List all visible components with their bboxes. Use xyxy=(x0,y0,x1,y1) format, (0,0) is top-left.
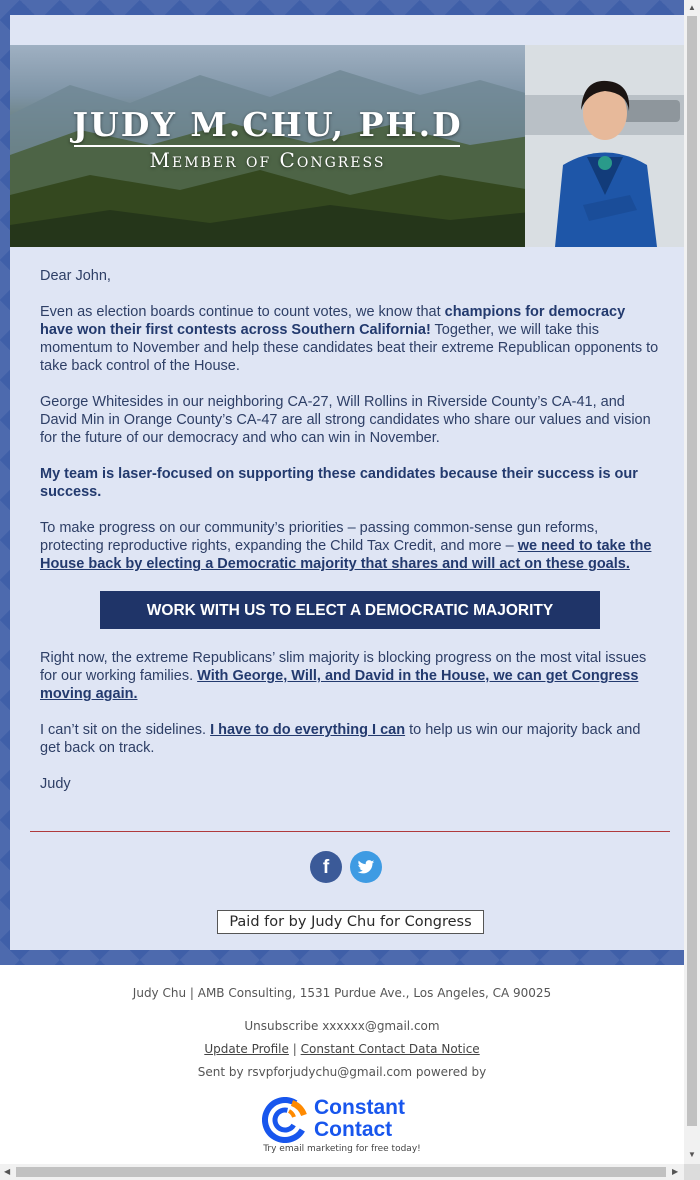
data-notice-link[interactable]: Constant Contact Data Notice xyxy=(300,1042,480,1056)
paid-for-disclaimer: Paid for by Judy Chu for Congress xyxy=(217,910,484,934)
email-body xyxy=(40,267,662,811)
twitter-icon[interactable] xyxy=(350,851,382,883)
vertical-scroll-thumb[interactable] xyxy=(687,16,697,1126)
unsubscribe-link[interactable]: Unsubscribe xyxy=(244,1019,319,1033)
scrollbar-corner xyxy=(684,1164,700,1180)
facebook-icon[interactable]: f xyxy=(310,851,342,883)
emphasis-champions: champions for democracy have won their first contests across Southern California! xyxy=(40,304,626,338)
sent-by: Sent by rsvpforjudychu@gmail.com powered by xyxy=(197,1065,487,1079)
paragraph-sidelines: I can’t sit on the sidelines. I have to do everything I can to help us win our majority back and get back on track. xyxy=(40,722,641,756)
title-rule xyxy=(74,145,460,147)
paragraph-focus: My team is laser-focused on supporting these candidates because their success is our success. xyxy=(40,466,638,500)
section-divider xyxy=(30,831,670,832)
horizontal-scrollbar[interactable] xyxy=(0,1164,684,1180)
scroll-right-arrow-icon[interactable]: ▶ xyxy=(672,1167,679,1176)
header-banner xyxy=(10,45,684,247)
scroll-up-arrow-icon[interactable]: ▲ xyxy=(688,3,696,12)
constant-contact-logo[interactable] xyxy=(262,1097,432,1157)
footer-address: Judy Chu | AMB Consulting, 1531 Purdue Ave., Los Angeles, CA 90025 xyxy=(132,986,552,1000)
scroll-left-arrow-icon[interactable]: ◀ xyxy=(4,1167,11,1176)
constant-contact-wordmark: Constant Contact xyxy=(314,1096,405,1141)
vertical-scrollbar[interactable] xyxy=(684,0,700,1164)
paragraph-intro: Even as election boards continue to count votes, we know that champions for democracy have won their first contests across Southern California! Together, we will take this momentum to November and help these candidates beat their extreme Republican opponents to take back control of the House. xyxy=(40,304,659,374)
email-card xyxy=(10,15,684,950)
member-title: Member of Congress xyxy=(149,148,386,172)
recipient-email: xxxxxx@gmail.com xyxy=(322,1019,440,1033)
cc-tagline: Try email marketing for free today! xyxy=(263,1144,421,1154)
congress-moving-link[interactable]: With George, Will, and David in the House, we can get Congress moving again. xyxy=(40,668,639,702)
constant-contact-icon xyxy=(262,1097,308,1143)
portrait-photo xyxy=(525,45,684,247)
profile-links: Update Profile | Constant Contact Data Notice xyxy=(204,1042,480,1056)
greeting: Dear John, xyxy=(40,268,111,284)
update-profile-link[interactable]: Update Profile xyxy=(204,1042,289,1056)
paragraph-priorities: To make progress on our community’s priorities – passing common-sense gun reforms, protecting reproductive rights, expanding the Child Tax Credit, and more – we need to take the House back by electing a Democratic majority that shares and will act on these goals. xyxy=(40,520,652,572)
elect-majority-link[interactable]: we need to take the House back by electing a Democratic majority that shares and will act on these goals. xyxy=(40,538,652,572)
congressmember-name: JUDY M.CHU, PH.D xyxy=(72,105,463,144)
do-everything-link[interactable]: I have to do everything I can xyxy=(210,722,406,738)
elect-majority-button[interactable]: WORK WITH US TO ELECT A DEMOCRATIC MAJORITY xyxy=(100,591,600,629)
signoff: Judy xyxy=(40,776,71,792)
horizontal-scroll-thumb[interactable] xyxy=(16,1167,666,1177)
scroll-down-arrow-icon[interactable]: ▼ xyxy=(688,1150,696,1159)
paragraph-progress: Right now, the extreme Republicans’ slim majority is blocking progress on the most vital issues for our working families. With George, Will, and David in the House, we can get Congress moving again. xyxy=(40,650,647,702)
paragraph-candidates: George Whitesides in our neighboring CA-27, Will Rollins in Riverside County’s CA-41, and David Min in Orange County’s CA-47 are all strong candidates who share our values and vision for the future of our democracy and who can win in November. xyxy=(40,394,651,446)
unsubscribe-line xyxy=(0,1019,684,1033)
